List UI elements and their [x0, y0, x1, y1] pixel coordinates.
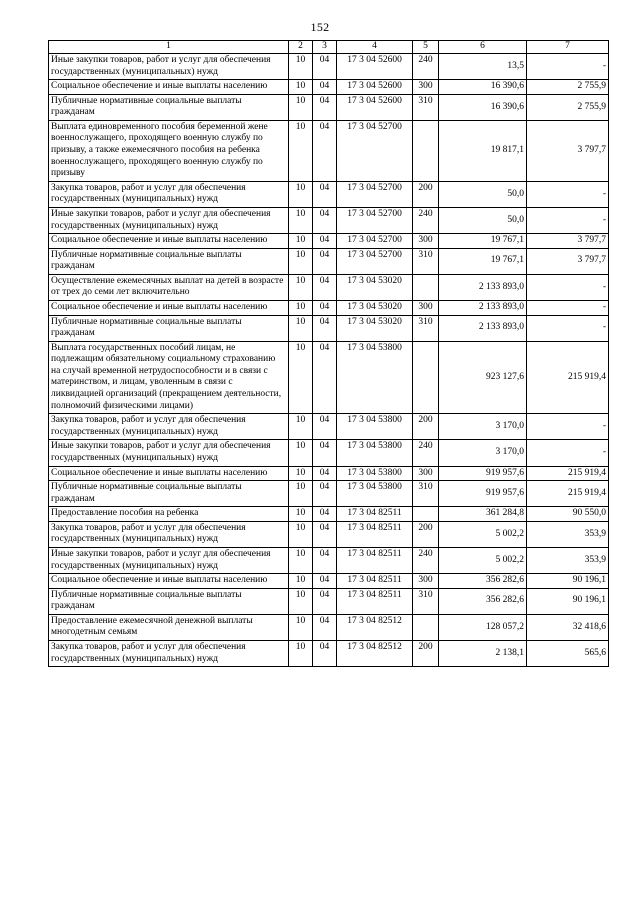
- row-section-cell: 10: [289, 300, 313, 315]
- row-federal-amount-cell: -: [527, 54, 609, 80]
- row-section-cell: 10: [289, 481, 313, 507]
- row-section-cell: 10: [289, 440, 313, 466]
- row-section-cell: 10: [289, 94, 313, 120]
- row-section-cell: 10: [289, 341, 313, 413]
- row-amount-cell: 2 133 893,0: [439, 274, 527, 300]
- row-name-cell: Публичные нормативные социальные выплаты гражданам: [49, 248, 289, 274]
- row-expense-type-cell: 300: [413, 466, 439, 481]
- header-cell-4: 4: [337, 41, 413, 54]
- table-row: [49, 481, 609, 507]
- row-amount-cell: 2 133 893,0: [439, 300, 527, 315]
- row-target-code-cell: 17 3 04 53800: [337, 481, 413, 507]
- row-target-code-cell: 17 3 04 52700: [337, 234, 413, 249]
- row-subsection-cell: 04: [313, 574, 337, 589]
- row-target-code-cell: 17 3 04 82511: [337, 588, 413, 614]
- table-row: [49, 274, 609, 300]
- table-row: [49, 54, 609, 80]
- row-subsection-cell: 04: [313, 120, 337, 181]
- row-target-code-cell: 17 3 04 52600: [337, 94, 413, 120]
- table-row: [49, 614, 609, 640]
- row-expense-type-cell: [413, 341, 439, 413]
- table-row: [49, 120, 609, 181]
- row-federal-amount-cell: 215 919,4: [527, 481, 609, 507]
- row-expense-type-cell: 300: [413, 234, 439, 249]
- row-name-cell: Социальное обеспечение и иные выплаты населению: [49, 300, 289, 315]
- row-expense-type-cell: [413, 120, 439, 181]
- table-row: [49, 641, 609, 667]
- row-expense-type-cell: 300: [413, 574, 439, 589]
- row-amount-cell: 919 957,6: [439, 466, 527, 481]
- row-expense-type-cell: [413, 614, 439, 640]
- row-target-code-cell: 17 3 04 52700: [337, 181, 413, 207]
- row-subsection-cell: 04: [313, 614, 337, 640]
- row-target-code-cell: 17 3 04 53800: [337, 341, 413, 413]
- row-subsection-cell: 04: [313, 315, 337, 341]
- table-row: [49, 181, 609, 207]
- row-section-cell: 10: [289, 80, 313, 95]
- row-federal-amount-cell: 215 919,4: [527, 341, 609, 413]
- row-federal-amount-cell: -: [527, 300, 609, 315]
- row-target-code-cell: 17 3 04 53020: [337, 300, 413, 315]
- table-row: [49, 315, 609, 341]
- row-name-cell: Закупка товаров, работ и услуг для обеспечения государственных (муниципальных) нужд: [49, 181, 289, 207]
- row-name-cell: Осуществление ежемесячных выплат на детей в возрасте от трех до семи лет включительно: [49, 274, 289, 300]
- row-name-cell: Публичные нормативные социальные выплаты гражданам: [49, 481, 289, 507]
- row-expense-type-cell: 310: [413, 94, 439, 120]
- table-row: [49, 507, 609, 522]
- row-target-code-cell: 17 3 04 82511: [337, 521, 413, 547]
- row-name-cell: Предоставление пособия на ребенка: [49, 507, 289, 522]
- row-target-code-cell: 17 3 04 53800: [337, 440, 413, 466]
- row-subsection-cell: 04: [313, 547, 337, 573]
- row-subsection-cell: 04: [313, 234, 337, 249]
- row-name-cell: Иные закупки товаров, работ и услуг для обеспечения государственных (муниципальных) нужд: [49, 440, 289, 466]
- row-amount-cell: 2 138,1: [439, 641, 527, 667]
- row-federal-amount-cell: 353,9: [527, 547, 609, 573]
- row-federal-amount-cell: -: [527, 181, 609, 207]
- row-amount-cell: 19 817,1: [439, 120, 527, 181]
- row-expense-type-cell: 300: [413, 80, 439, 95]
- row-name-cell: Предоставление ежемесячной денежной выплаты многодетным семьям: [49, 614, 289, 640]
- row-amount-cell: 919 957,6: [439, 481, 527, 507]
- row-target-code-cell: 17 3 04 52600: [337, 80, 413, 95]
- table-row: [49, 94, 609, 120]
- row-subsection-cell: 04: [313, 521, 337, 547]
- row-amount-cell: 16 390,6: [439, 94, 527, 120]
- row-name-cell: Социальное обеспечение и иные выплаты населению: [49, 80, 289, 95]
- row-expense-type-cell: 240: [413, 207, 439, 233]
- row-subsection-cell: 04: [313, 207, 337, 233]
- row-federal-amount-cell: 2 755,9: [527, 94, 609, 120]
- table-row: [49, 466, 609, 481]
- row-subsection-cell: 04: [313, 300, 337, 315]
- row-amount-cell: 50,0: [439, 181, 527, 207]
- row-section-cell: 10: [289, 414, 313, 440]
- row-section-cell: 10: [289, 574, 313, 589]
- table-row: [49, 80, 609, 95]
- row-subsection-cell: 04: [313, 94, 337, 120]
- row-subsection-cell: 04: [313, 274, 337, 300]
- row-section-cell: 10: [289, 641, 313, 667]
- row-section-cell: 10: [289, 588, 313, 614]
- row-name-cell: Закупка товаров, работ и услуг для обеспечения государственных (муниципальных) нужд: [49, 641, 289, 667]
- row-federal-amount-cell: -: [527, 315, 609, 341]
- row-amount-cell: 13,5: [439, 54, 527, 80]
- row-expense-type-cell: 300: [413, 300, 439, 315]
- table-row: [49, 341, 609, 413]
- row-federal-amount-cell: 353,9: [527, 521, 609, 547]
- row-subsection-cell: 04: [313, 507, 337, 522]
- table-row: [49, 248, 609, 274]
- header-cell-2: 2: [289, 41, 313, 54]
- row-amount-cell: 5 002,2: [439, 521, 527, 547]
- row-amount-cell: 16 390,6: [439, 80, 527, 95]
- row-target-code-cell: 17 3 04 52600: [337, 54, 413, 80]
- row-section-cell: 10: [289, 234, 313, 249]
- row-name-cell: Публичные нормативные социальные выплаты гражданам: [49, 588, 289, 614]
- row-subsection-cell: 04: [313, 181, 337, 207]
- row-section-cell: 10: [289, 547, 313, 573]
- row-federal-amount-cell: 3 797,7: [527, 120, 609, 181]
- table-row: [49, 547, 609, 573]
- row-amount-cell: 3 170,0: [439, 414, 527, 440]
- header-cell-7: 7: [527, 41, 609, 54]
- row-name-cell: Социальное обеспечение и иные выплаты населению: [49, 234, 289, 249]
- row-target-code-cell: 17 3 04 53020: [337, 274, 413, 300]
- header-cell-5: 5: [413, 41, 439, 54]
- table-row: [49, 588, 609, 614]
- row-subsection-cell: 04: [313, 248, 337, 274]
- row-target-code-cell: 17 3 04 82512: [337, 614, 413, 640]
- row-expense-type-cell: 240: [413, 440, 439, 466]
- row-federal-amount-cell: 90 196,1: [527, 588, 609, 614]
- row-expense-type-cell: 200: [413, 641, 439, 667]
- budget-table: [48, 40, 609, 667]
- row-section-cell: 10: [289, 274, 313, 300]
- row-subsection-cell: 04: [313, 80, 337, 95]
- row-subsection-cell: 04: [313, 341, 337, 413]
- row-federal-amount-cell: 565,6: [527, 641, 609, 667]
- row-expense-type-cell: 310: [413, 481, 439, 507]
- row-amount-cell: 19 767,1: [439, 248, 527, 274]
- row-name-cell: Иные закупки товаров, работ и услуг для обеспечения государственных (муниципальных) нужд: [49, 547, 289, 573]
- row-amount-cell: 5 002,2: [439, 547, 527, 573]
- header-cell-3: 3: [313, 41, 337, 54]
- row-federal-amount-cell: -: [527, 414, 609, 440]
- header-cell-6: 6: [439, 41, 527, 54]
- row-target-code-cell: 17 3 04 82511: [337, 574, 413, 589]
- row-section-cell: 10: [289, 207, 313, 233]
- row-subsection-cell: 04: [313, 54, 337, 80]
- row-subsection-cell: 04: [313, 466, 337, 481]
- row-target-code-cell: 17 3 04 82511: [337, 507, 413, 522]
- row-name-cell: Иные закупки товаров, работ и услуг для обеспечения государственных (муниципальных) нужд: [49, 54, 289, 80]
- row-target-code-cell: 17 3 04 52700: [337, 248, 413, 274]
- row-section-cell: 10: [289, 521, 313, 547]
- row-amount-cell: 356 282,6: [439, 574, 527, 589]
- row-expense-type-cell: 240: [413, 547, 439, 573]
- row-expense-type-cell: 240: [413, 54, 439, 80]
- row-name-cell: Иные закупки товаров, работ и услуг для обеспечения государственных (муниципальных) нужд: [49, 207, 289, 233]
- row-subsection-cell: 04: [313, 481, 337, 507]
- page-number: 152: [310, 20, 330, 34]
- row-subsection-cell: 04: [313, 641, 337, 667]
- row-target-code-cell: 17 3 04 52700: [337, 207, 413, 233]
- row-federal-amount-cell: 32 418,6: [527, 614, 609, 640]
- row-target-code-cell: 17 3 04 82511: [337, 547, 413, 573]
- row-expense-type-cell: [413, 507, 439, 522]
- row-name-cell: Выплата единовременного пособия беременной жене военнослужащего, проходящего военную службу по призыву, а также ежемесячного пособия на ребенка военнослужащего, проходящего военную службу по призыву: [49, 120, 289, 181]
- row-amount-cell: 3 170,0: [439, 440, 527, 466]
- row-amount-cell: 923 127,6: [439, 341, 527, 413]
- row-expense-type-cell: 200: [413, 521, 439, 547]
- row-expense-type-cell: 310: [413, 588, 439, 614]
- row-name-cell: Социальное обеспечение и иные выплаты населению: [49, 574, 289, 589]
- row-federal-amount-cell: 215 919,4: [527, 466, 609, 481]
- table-row: [49, 207, 609, 233]
- row-section-cell: 10: [289, 181, 313, 207]
- row-target-code-cell: 17 3 04 52700: [337, 120, 413, 181]
- row-section-cell: 10: [289, 248, 313, 274]
- row-federal-amount-cell: 3 797,7: [527, 234, 609, 249]
- row-section-cell: 10: [289, 507, 313, 522]
- row-name-cell: Закупка товаров, работ и услуг для обеспечения государственных (муниципальных) нужд: [49, 521, 289, 547]
- row-name-cell: Публичные нормативные социальные выплаты гражданам: [49, 94, 289, 120]
- table-row: [49, 414, 609, 440]
- header-row: [49, 41, 609, 54]
- row-amount-cell: 50,0: [439, 207, 527, 233]
- row-section-cell: 10: [289, 120, 313, 181]
- row-target-code-cell: 17 3 04 82512: [337, 641, 413, 667]
- row-section-cell: 10: [289, 315, 313, 341]
- table-row: [49, 521, 609, 547]
- row-federal-amount-cell: 2 755,9: [527, 80, 609, 95]
- row-subsection-cell: 04: [313, 414, 337, 440]
- row-section-cell: 10: [289, 614, 313, 640]
- row-name-cell: Социальное обеспечение и иные выплаты населению: [49, 466, 289, 481]
- row-section-cell: 10: [289, 466, 313, 481]
- row-name-cell: Выплата государственных пособий лицам, не подлежащим обязательному социальному страхованию на случай временной нетрудоспособности и в связи с материнством, и лицам, уволенным в связи с ликвидацией организаций (прекращением деятельности, полномочий физическими лицами): [49, 341, 289, 413]
- row-amount-cell: 19 767,1: [439, 234, 527, 249]
- header-cell-1: 1: [49, 41, 289, 54]
- table-row: [49, 300, 609, 315]
- row-federal-amount-cell: 90 550,0: [527, 507, 609, 522]
- table-row: [49, 440, 609, 466]
- row-expense-type-cell: 310: [413, 315, 439, 341]
- row-target-code-cell: 17 3 04 53800: [337, 466, 413, 481]
- row-section-cell: 10: [289, 54, 313, 80]
- row-federal-amount-cell: 3 797,7: [527, 248, 609, 274]
- row-amount-cell: 356 282,6: [439, 588, 527, 614]
- row-target-code-cell: 17 3 04 53020: [337, 315, 413, 341]
- row-federal-amount-cell: -: [527, 207, 609, 233]
- row-federal-amount-cell: -: [527, 440, 609, 466]
- row-subsection-cell: 04: [313, 588, 337, 614]
- row-name-cell: Закупка товаров, работ и услуг для обеспечения государственных (муниципальных) нужд: [49, 414, 289, 440]
- row-subsection-cell: 04: [313, 440, 337, 466]
- row-name-cell: Публичные нормативные социальные выплаты гражданам: [49, 315, 289, 341]
- row-amount-cell: 128 057,2: [439, 614, 527, 640]
- table-row: [49, 574, 609, 589]
- row-target-code-cell: 17 3 04 53800: [337, 414, 413, 440]
- row-expense-type-cell: [413, 274, 439, 300]
- row-expense-type-cell: 200: [413, 181, 439, 207]
- row-expense-type-cell: 310: [413, 248, 439, 274]
- row-amount-cell: 361 284,8: [439, 507, 527, 522]
- row-federal-amount-cell: 90 196,1: [527, 574, 609, 589]
- row-federal-amount-cell: -: [527, 274, 609, 300]
- table-row: [49, 234, 609, 249]
- row-amount-cell: 2 133 893,0: [439, 315, 527, 341]
- row-expense-type-cell: 200: [413, 414, 439, 440]
